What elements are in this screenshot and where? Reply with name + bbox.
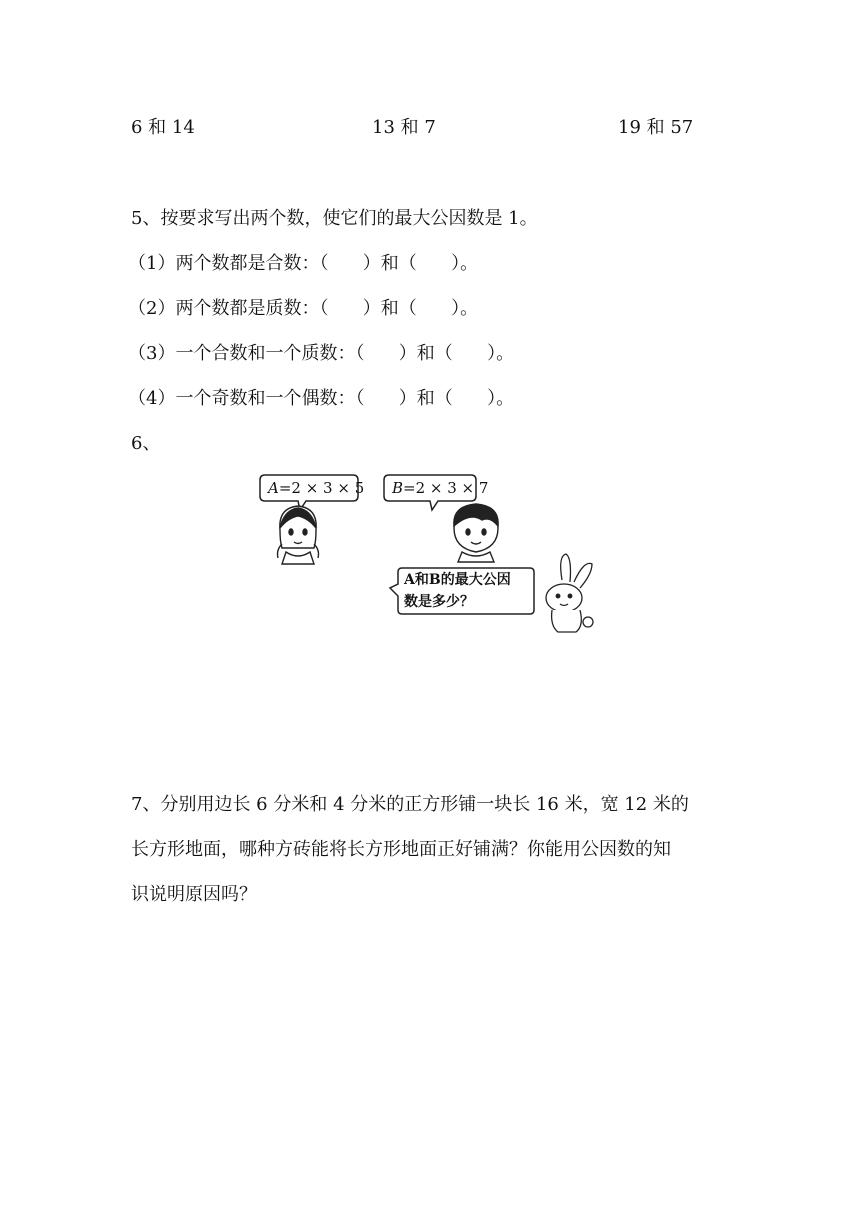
girl-figure: [278, 506, 319, 564]
boy-bubble-text: [392, 479, 488, 497]
q6-illustration: [258, 470, 604, 646]
q5-stem: 5、按要求写出两个数，使它们的最大公因数是 1。: [131, 208, 538, 229]
girl-bubble-text: [268, 479, 364, 497]
boy-figure: [454, 504, 498, 562]
var-b: B: [392, 479, 404, 497]
q7-line-2: 长方形地面，哪种方砖能将长方形地面正好铺满？你能用公因数的知: [131, 839, 671, 860]
q5-item-2: （2）两个数都是质数：（ ）和（ ）。: [128, 298, 479, 319]
pair-2: 13 和 7: [372, 117, 436, 138]
boy-expr: =2 × 3 × 7: [403, 479, 489, 497]
pair-1: 6 和 14: [131, 117, 195, 138]
q6-label: 6、: [131, 433, 161, 454]
pair-3: 19 和 57: [618, 117, 694, 138]
q7-line-3: 识说明原因吗？: [131, 884, 257, 905]
q5-item-4: （4）一个奇数和一个偶数：（ ）和（ ）。: [128, 388, 515, 409]
girl-expr: =2 × 3 × 5: [278, 479, 365, 497]
rabbit-line-2: 数是多少？: [404, 594, 474, 610]
rabbit-line-1: A和B的最大公因: [404, 572, 511, 588]
q5-item-3: （3）一个合数和一个质数：（ ）和（ ）。: [128, 343, 515, 364]
rabbit-bubble-text: [404, 569, 511, 613]
q5-item-1: （1）两个数都是合数：（ ）和（ ）。: [128, 253, 479, 274]
rabbit-figure: [546, 554, 593, 632]
q7-line-1: 7、分别用边长 6 分米和 4 分米的正方形铺一块长 16 米，宽 12 米的: [131, 794, 689, 815]
var-a: A: [268, 479, 279, 497]
